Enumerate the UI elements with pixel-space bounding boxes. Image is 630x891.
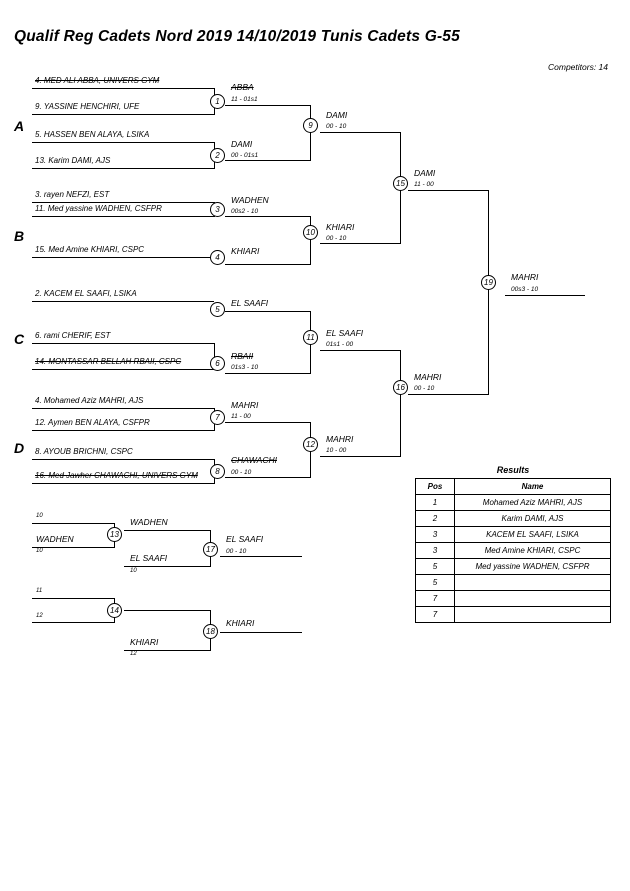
entrant-name: 15. Med Amine KHIARI, CSPC [35, 245, 145, 254]
result-name: Med Amine KHIARI, CSPC [455, 543, 611, 559]
carry-line [320, 243, 400, 244]
entrant-line [32, 257, 214, 258]
carry-line [124, 650, 210, 651]
match-circle-12[interactable]: 12 [303, 437, 318, 452]
result-pos: 3 [416, 527, 455, 543]
match-winner-16: MAHRI [414, 372, 442, 382]
entrant-line [32, 88, 214, 89]
group-letter-d: D [14, 440, 25, 456]
entrant-line [32, 483, 214, 484]
results-col-pos: Pos [416, 479, 455, 495]
result-name [455, 575, 611, 591]
repechage-r13-src: EL SAAFI [130, 553, 168, 563]
result-pos: 7 [416, 591, 455, 607]
match-winner-11: EL SAAFI [326, 328, 364, 338]
entrant-line [32, 114, 214, 115]
match-score-8: 00 - 10 [231, 469, 252, 476]
carry-line [225, 105, 310, 106]
entrant-line [32, 343, 214, 344]
carry-line [320, 456, 400, 457]
entrant-name: 13. Karim DAMI, AJS [35, 156, 111, 165]
entrant-name: 9. YASSINE HENCHIRI, UFE [35, 102, 140, 111]
carry-line [320, 132, 400, 133]
pair-connector [310, 105, 311, 161]
result-pos: 5 [416, 559, 455, 575]
carry-line [225, 160, 310, 161]
repechage-feed-num: 10 [36, 513, 43, 519]
entrant-line [32, 142, 214, 143]
match-score-10: 00 - 10 [326, 235, 347, 242]
results-col-name: Name [455, 479, 611, 495]
entrant-line [32, 301, 214, 302]
entrant-name: 2. KACEM EL SAAFI, LSIKA [35, 289, 137, 298]
match-winner-9: DAMI [326, 110, 348, 120]
match-score-15: 11 - 00 [414, 181, 434, 188]
carry-line [225, 216, 310, 217]
result-name [455, 591, 611, 607]
pair-connector [488, 190, 489, 395]
match-circle-16[interactable]: 16 [393, 380, 408, 395]
match-score-6: 01s3 - 10 [231, 364, 259, 371]
carry-line [408, 394, 488, 395]
entrant-line [32, 459, 214, 460]
match-circle-17[interactable]: 17 [203, 542, 218, 557]
table-row [416, 543, 611, 559]
table-row [416, 495, 611, 511]
table-row [416, 511, 611, 527]
entrant-line [32, 168, 214, 169]
match-circle-5[interactable]: 5 [210, 302, 225, 317]
entrant-line [32, 202, 214, 203]
entrant-line [32, 408, 214, 409]
entrant-name: 14. MONTASSAR BELLAH RBAII, CSPC [35, 357, 182, 366]
entrant-name: 8. AYOUB BRICHNI, CSPC [35, 447, 133, 456]
carry-line [225, 373, 310, 374]
entrant-line [32, 369, 214, 370]
repechage-r13-src-num: 10 [130, 568, 137, 574]
match-circle-13[interactable]: 13 [107, 527, 122, 542]
champion-score: 00s3 - 10 [511, 286, 539, 293]
entrant-name: 5. HASSEN BEN ALAYA, LSIKA [35, 130, 150, 139]
match-circle-4[interactable]: 4 [210, 250, 225, 265]
match-circle-10[interactable]: 10 [303, 225, 318, 240]
match-score-12: 10 - 00 [326, 447, 347, 454]
match-winner-12: MAHRI [326, 434, 354, 444]
result-pos: 1 [416, 495, 455, 511]
match-score-9: 00 - 10 [326, 123, 347, 130]
carry-line [225, 477, 310, 478]
carry-line [505, 295, 585, 296]
results-table [415, 478, 611, 623]
match-winner-14: KHIARI [130, 637, 159, 647]
carry-line [220, 632, 302, 633]
group-letter-b: B [14, 228, 25, 244]
repechage-r14-num: 12 [130, 651, 137, 657]
repechage-feed-num: 11 [36, 588, 43, 594]
repechage-feed-num: 10 [36, 548, 43, 554]
entrant-name: 4. Mohamed Aziz MAHRI, AJS [35, 396, 144, 405]
table-row [416, 607, 611, 623]
carry-line [225, 311, 310, 312]
repechage-line [32, 598, 114, 599]
result-name: Karim DAMI, AJS [455, 511, 611, 527]
group-letter-c: C [14, 331, 25, 347]
match-winner-18: KHIARI [226, 618, 255, 628]
carry-line [220, 556, 302, 557]
result-name: Mohamed Aziz MAHRI, AJS [455, 495, 611, 511]
table-row [416, 559, 611, 575]
result-name [455, 607, 611, 623]
carry-line [320, 350, 400, 351]
match-winner-8: CHAWACHI [231, 455, 277, 465]
match-circle-1[interactable]: 1 [210, 94, 225, 109]
pair-connector [310, 216, 311, 265]
match-winner-2: DAMI [231, 139, 253, 149]
match-winner-15: DAMI [414, 168, 436, 178]
match-winner-5: EL SAAFI [231, 298, 269, 308]
table-row [416, 527, 611, 543]
entrant-name: 12. Aymen BEN ALAYA, CSFPR [35, 418, 150, 427]
match-winner-17: EL SAAFI [226, 534, 264, 544]
carry-line [408, 190, 488, 191]
match-winner-3: WADHEN [231, 195, 269, 205]
results-title: Results [496, 465, 530, 475]
match-score-1: 11 - 01s1 [231, 96, 258, 103]
match-winner-6: RBAII [231, 351, 254, 361]
table-row [416, 575, 611, 591]
match-score-11: 01s1 - 00 [326, 341, 354, 348]
result-pos: 7 [416, 607, 455, 623]
match-circle-3[interactable]: 3 [210, 202, 225, 217]
match-circle-14[interactable]: 14 [107, 603, 122, 618]
entrant-name: 3. rayen NEFZI, EST [35, 190, 110, 199]
match-winner-7: MAHRI [231, 400, 259, 410]
repechage-feed-name: WADHEN [36, 534, 74, 544]
result-pos: 3 [416, 543, 455, 559]
entrant-name: 16. Med Jawher CHAWACHI, UNIVERS GYM [35, 471, 198, 480]
repechage-line [32, 622, 114, 623]
entrant-name: 11. Med yassine WADHEN, CSFPR [35, 204, 162, 213]
entrant-name: 4. MED ALI ABBA, UNIVERS GYM [35, 76, 160, 85]
repechage-feed-num: 12 [36, 613, 43, 619]
table-row [416, 591, 611, 607]
match-circle-6[interactable]: 6 [210, 356, 225, 371]
carry-line [225, 422, 310, 423]
match-score-17: 00 - 10 [226, 548, 247, 555]
entrant-line [32, 430, 214, 431]
match-winner-4: KHIARI [231, 246, 260, 256]
carry-line [124, 530, 210, 531]
carry-line [124, 566, 210, 567]
match-circle-7[interactable]: 7 [210, 410, 225, 425]
carry-line [124, 610, 210, 611]
match-winner-1: ABBA [231, 82, 254, 92]
match-circle-15[interactable]: 15 [393, 176, 408, 191]
results-header-row [416, 479, 611, 495]
result-name: KACEM EL SAAFI, LSIKA [455, 527, 611, 543]
competitors-count: Competitors: 14 [548, 62, 608, 72]
champion-name: MAHRI [511, 272, 539, 282]
match-winner-13: WADHEN [130, 517, 168, 527]
repechage-line [32, 523, 114, 524]
match-circle-2[interactable]: 2 [210, 148, 225, 163]
match-circle-18[interactable]: 18 [203, 624, 218, 639]
result-pos: 2 [416, 511, 455, 527]
group-letter-a: A [14, 118, 25, 134]
result-name: Med yassine WADHEN, CSFPR [455, 559, 611, 575]
carry-line [225, 264, 310, 265]
match-circle-11[interactable]: 11 [303, 330, 318, 345]
match-score-7: 11 - 00 [231, 413, 251, 420]
match-circle-19[interactable]: 19 [481, 275, 496, 290]
match-winner-10: KHIARI [326, 222, 355, 232]
match-circle-9[interactable]: 9 [303, 118, 318, 133]
results-panel [415, 465, 611, 623]
entrant-line [32, 216, 214, 217]
match-score-3: 00s2 - 10 [231, 208, 259, 215]
match-circle-8[interactable]: 8 [210, 464, 225, 479]
repechage-line [32, 547, 114, 548]
result-pos: 5 [416, 575, 455, 591]
match-score-16: 00 - 10 [414, 385, 435, 392]
entrant-name: 6. rami CHERIF, EST [35, 331, 111, 340]
pair-connector [400, 350, 401, 457]
match-score-2: 00 - 01s1 [231, 152, 259, 159]
page-title: Qualif Reg Cadets Nord 2019 14/10/2019 Tunis Cadets G-55 [14, 28, 460, 45]
